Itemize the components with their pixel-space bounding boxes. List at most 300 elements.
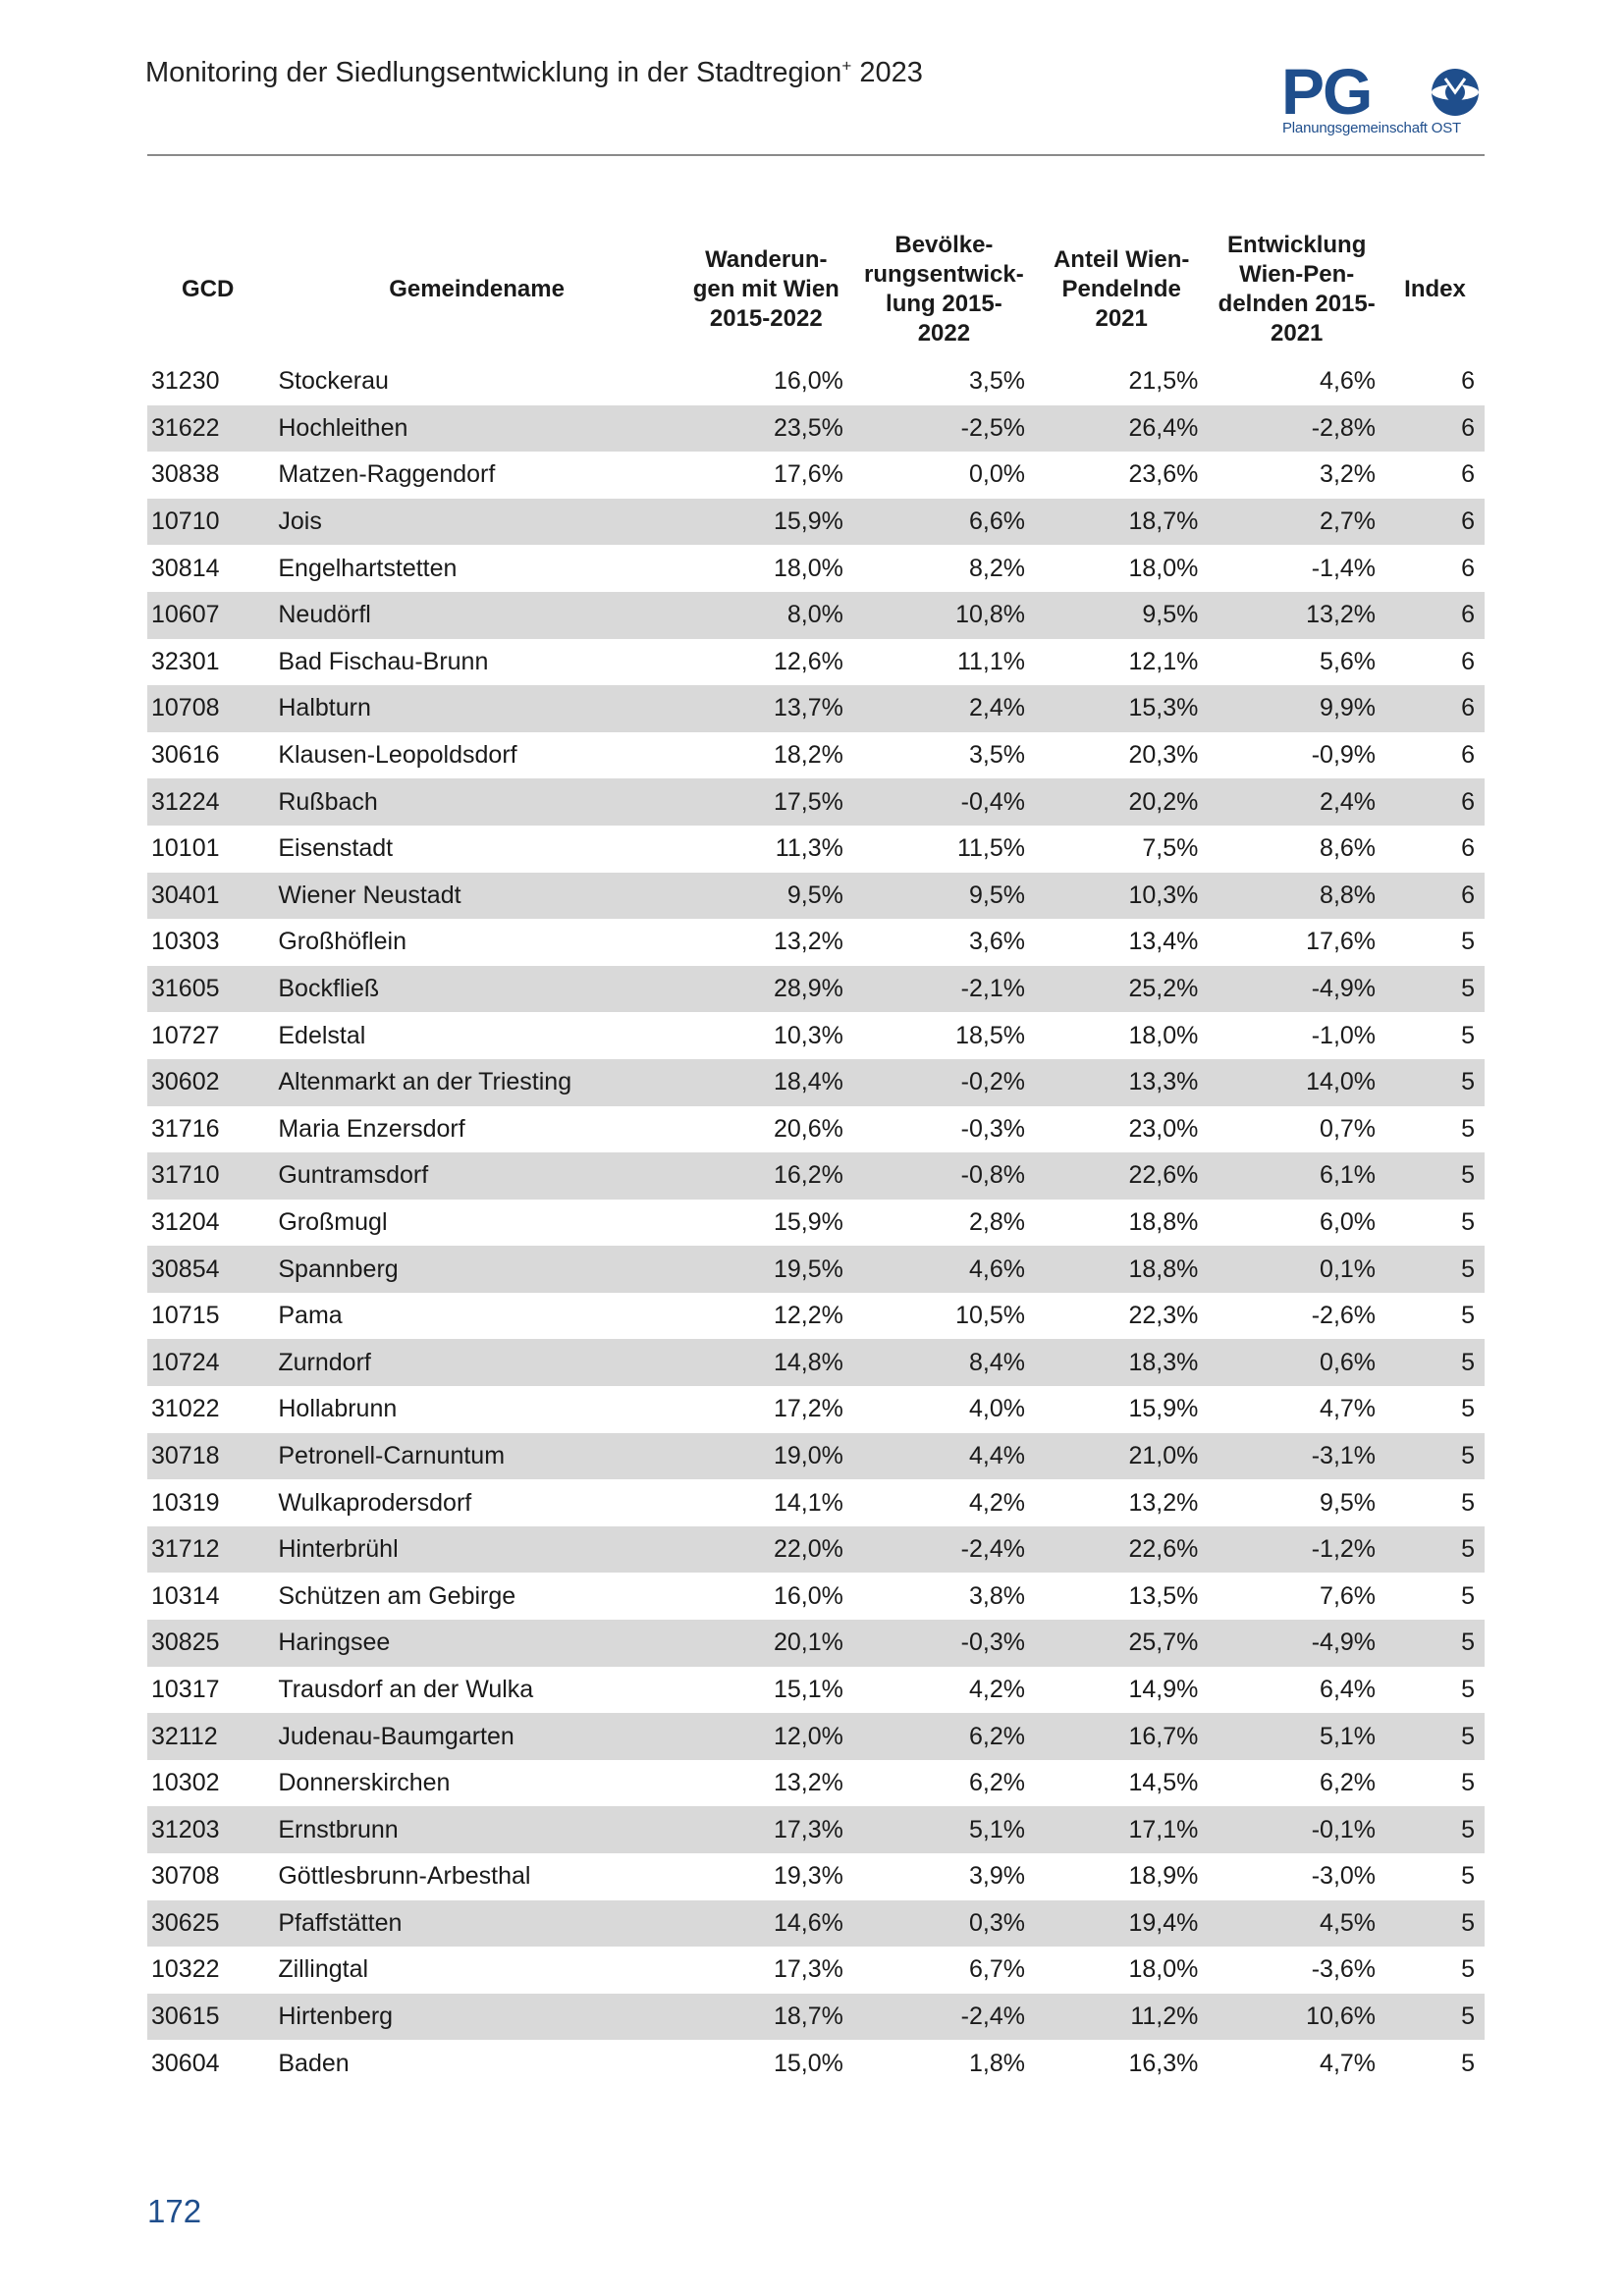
gcd-cell: 31022 [151,1395,220,1423]
table-row [147,1760,1485,1807]
name-cell: Wiener Neustadt [268,873,678,920]
gcd-cell: 10302 [151,1769,220,1797]
wanderungen-cell: 15,9% [679,499,853,546]
wanderungen-cell: 13,7% [679,685,853,732]
index-cell: 5 [1385,1526,1485,1574]
anteil-cell: 23,6% [1128,460,1199,489]
page-header-title [145,57,923,89]
anteil-cell: 26,4% [1035,405,1208,453]
gcd-cell: 32112 [147,1713,268,1760]
table-row [147,1667,1485,1714]
table-row [147,358,1485,405]
anteil-cell: 22,3% [1128,1302,1199,1330]
index-cell: 5 [1461,1302,1475,1330]
table-row [147,1853,1485,1900]
wanderungen-cell: 12,0% [679,1713,853,1760]
entwicklung-cell: 13,2% [1208,592,1385,639]
table-row [147,499,1485,546]
wanderungen-cell: 20,1% [679,1620,853,1667]
table-row [147,732,1485,779]
table-row [147,1713,1485,1760]
gcd-cell: 30838 [151,460,220,489]
bevoelkerung-cell: -2,4% [853,1994,1035,2041]
bevoelkerung-cell: 18,5% [955,1021,1025,1049]
index-cell: 6 [1461,554,1475,582]
table-row [147,778,1485,826]
bevoelkerung-cell: 3,6% [968,928,1025,956]
logo-caption: Planungsgemeinschaft OST [1282,120,1461,136]
table-row [147,1994,1485,2041]
name-cell: Hinterbrühl [268,1526,678,1574]
table-row [147,1947,1485,1994]
gcd-cell: 10317 [151,1675,220,1703]
index-cell: 5 [1461,1581,1475,1610]
index-cell: 5 [1385,1900,1485,1948]
wanderungen-cell: 14,1% [773,1488,843,1517]
name-cell: Neudörfl [268,592,678,639]
header-title-sup: + [841,56,852,76]
name-cell: Stockerau [278,367,389,396]
wanderungen-cell: 28,9% [679,966,853,1013]
table-row [147,1106,1485,1153]
table-row [147,966,1485,1013]
anteil-cell: 21,0% [1035,1433,1208,1480]
name-cell: Petronell-Carnuntum [268,1433,678,1480]
anteil-cell: 18,0% [1128,1955,1199,1984]
index-cell: 6 [1385,405,1485,453]
index-cell: 6 [1461,460,1475,489]
wanderungen-cell: 23,5% [679,405,853,453]
bevoelkerung-cell: 11,1% [956,647,1025,675]
anteil-cell: 25,2% [1035,966,1208,1013]
municipality-table [147,221,1485,2087]
entwicklung-cell: 17,6% [1306,928,1377,956]
bevoelkerung-cell: 4,6% [853,1246,1035,1293]
name-cell: Spannberg [268,1246,678,1293]
anteil-cell: 20,2% [1035,778,1208,826]
gcd-cell: 30401 [147,873,268,920]
gcd-cell: 10708 [147,685,268,732]
index-cell: 5 [1385,1246,1485,1293]
name-cell: Hollabrunn [278,1395,398,1423]
index-cell: 6 [1385,499,1485,546]
bevoelkerung-cell: 0,3% [853,1900,1035,1948]
name-cell: Maria Enzersdorf [278,1114,465,1143]
entwicklung-cell: 4,7% [1320,1395,1377,1423]
entwicklung-cell: 9,9% [1208,685,1385,732]
name-cell: Eisenstadt [278,834,394,863]
col-header-anteil: Anteil Wien- Pendelnde 2021 [1053,246,1190,332]
table-row [147,1246,1485,1293]
gcd-cell: 31710 [147,1152,268,1200]
anteil-cell: 12,1% [1128,647,1199,675]
bevoelkerung-cell: 6,2% [968,1769,1025,1797]
index-cell: 5 [1385,1339,1485,1386]
table-row [147,1479,1485,1526]
entwicklung-cell: -1,0% [1311,1021,1377,1049]
name-cell: Rußbach [268,778,678,826]
table-row [147,452,1485,499]
wanderungen-cell: 13,2% [773,928,843,956]
bevoelkerung-cell: 0,0% [968,460,1025,489]
gcd-cell: 32301 [151,647,220,675]
wanderungen-cell: 14,6% [679,1900,853,1948]
entwicklung-cell: 6,2% [1320,1769,1377,1797]
gcd-cell: 31712 [147,1526,268,1574]
globe-icon [1432,69,1479,116]
entwicklung-cell: 0,6% [1208,1339,1385,1386]
col-header-name: Gemeindename [389,276,565,302]
bevoelkerung-cell: 8,4% [853,1339,1035,1386]
anteil-cell: 15,3% [1035,685,1208,732]
table-row [147,1386,1485,1433]
table-row [147,1433,1485,1480]
index-cell: 5 [1461,1488,1475,1517]
gcd-cell: 10314 [151,1581,220,1610]
anteil-cell: 13,2% [1128,1488,1199,1517]
anteil-cell: 7,5% [1142,834,1199,863]
gcd-cell: 30616 [151,741,220,770]
bevoelkerung-cell: -0,3% [853,1620,1035,1667]
index-cell: 6 [1461,834,1475,863]
anteil-cell: 20,3% [1128,741,1199,770]
gcd-cell: 10727 [151,1021,220,1049]
bevoelkerung-cell: 10,5% [955,1302,1025,1330]
wanderungen-cell: 8,0% [679,592,853,639]
gcd-cell: 10724 [147,1339,268,1386]
anteil-cell: 19,4% [1035,1900,1208,1948]
gcd-cell: 31605 [147,966,268,1013]
index-cell: 6 [1385,685,1485,732]
entwicklung-cell: -2,6% [1311,1302,1377,1330]
wanderungen-cell: 19,0% [679,1433,853,1480]
gcd-cell: 31204 [151,1207,220,1236]
index-cell: 6 [1385,778,1485,826]
gcd-cell: 31203 [147,1806,268,1853]
anteil-cell: 22,6% [1035,1152,1208,1200]
wanderungen-cell: 15,0% [773,2049,843,2077]
entwicklung-cell: -0,9% [1311,741,1377,770]
wanderungen-cell: 9,5% [679,873,853,920]
anteil-cell: 14,5% [1128,1769,1199,1797]
name-cell: Judenau-Baumgarten [268,1713,678,1760]
table-row [147,1152,1485,1200]
bevoelkerung-cell: 3,5% [968,741,1025,770]
table-row [147,1526,1485,1574]
entwicklung-cell: 5,6% [1320,647,1377,675]
gcd-cell: 10715 [151,1302,220,1330]
wanderungen-cell: 15,1% [773,1675,843,1703]
entwicklung-cell: 2,7% [1208,499,1385,546]
anteil-cell: 13,3% [1035,1059,1208,1106]
table-body [147,358,1485,2087]
table-row [147,545,1485,592]
table-row [147,826,1485,873]
bevoelkerung-cell: -0,3% [960,1114,1025,1143]
entwicklung-cell: 6,0% [1320,1207,1377,1236]
bevoelkerung-cell: -2,1% [853,966,1035,1013]
index-cell: 5 [1385,1806,1485,1853]
table-row [147,592,1485,639]
table-row [147,1573,1485,1620]
entwicklung-cell: -2,8% [1208,405,1385,453]
anteil-cell: 10,3% [1035,873,1208,920]
anteil-cell: 21,5% [1128,367,1199,396]
wanderungen-cell: 19,5% [679,1246,853,1293]
wanderungen-cell: 16,0% [773,1581,843,1610]
wanderungen-cell: 10,3% [773,1021,843,1049]
anteil-cell: 15,9% [1128,1395,1199,1423]
table-row [147,639,1485,686]
anteil-cell: 18,0% [1128,554,1199,582]
entwicklung-cell: -1,4% [1311,554,1377,582]
table-header-row [147,221,1485,358]
wanderungen-cell: 17,3% [679,1806,853,1853]
anteil-cell: 11,2% [1035,1994,1208,2041]
wanderungen-cell: 17,5% [679,778,853,826]
entwicklung-cell: -3,0% [1311,1862,1377,1891]
index-cell: 5 [1461,1114,1475,1143]
gcd-cell: 30854 [147,1246,268,1293]
name-cell: Klausen-Leopoldsdorf [278,741,517,770]
index-cell: 5 [1385,1713,1485,1760]
index-cell: 5 [1461,1769,1475,1797]
wanderungen-cell: 14,8% [679,1339,853,1386]
name-cell: Donnerskirchen [278,1769,451,1797]
entwicklung-cell: 6,4% [1320,1675,1377,1703]
anteil-cell: 14,9% [1128,1675,1199,1703]
bevoelkerung-cell: 6,6% [853,499,1035,546]
entwicklung-cell: 2,4% [1208,778,1385,826]
entwicklung-cell: 10,6% [1208,1994,1385,2041]
anteil-cell: 16,7% [1035,1713,1208,1760]
entwicklung-cell: -4,9% [1208,966,1385,1013]
header-divider [147,154,1485,156]
wanderungen-cell: 17,6% [773,460,843,489]
index-cell: 5 [1461,928,1475,956]
bevoelkerung-cell: 8,2% [968,554,1025,582]
anteil-cell: 9,5% [1035,592,1208,639]
wanderungen-cell: 16,2% [679,1152,853,1200]
name-cell: Engelhartstetten [278,554,458,582]
index-cell: 5 [1461,1862,1475,1891]
index-cell: 5 [1385,1994,1485,2041]
gcd-cell: 30604 [151,2049,220,2077]
wanderungen-cell: 12,6% [773,647,843,675]
wanderungen-cell: 11,3% [775,834,843,863]
anteil-cell: 18,8% [1035,1246,1208,1293]
entwicklung-cell: 0,1% [1208,1246,1385,1293]
bevoelkerung-cell: 4,0% [968,1395,1025,1423]
index-cell: 5 [1461,1395,1475,1423]
bevoelkerung-cell: 5,1% [853,1806,1035,1853]
anteil-cell: 13,4% [1128,928,1199,956]
anteil-cell: 18,9% [1128,1862,1199,1891]
index-cell: 5 [1461,1675,1475,1703]
bevoelkerung-cell: 6,7% [968,1955,1025,1984]
name-cell: Göttlesbrunn-Arbesthal [278,1862,531,1891]
index-cell: 6 [1385,873,1485,920]
anteil-cell: 18,8% [1128,1207,1199,1236]
bevoelkerung-cell: -0,2% [853,1059,1035,1106]
table-row [147,1900,1485,1948]
header-title-text: Monitoring der Siedlungsentwicklung in der Stadtregion [145,57,842,88]
gcd-cell: 30825 [147,1620,268,1667]
bevoelkerung-cell: 10,8% [853,592,1035,639]
name-cell: Altenmarkt an der Triesting [268,1059,678,1106]
entwicklung-cell: 7,6% [1320,1581,1377,1610]
col-header-index: Index [1404,276,1466,302]
table-row [147,1806,1485,1853]
bevoelkerung-cell: 2,4% [853,685,1035,732]
name-cell: Pama [278,1302,343,1330]
entwicklung-cell: 8,6% [1320,834,1377,863]
entwicklung-cell: 8,8% [1208,873,1385,920]
bevoelkerung-cell: 4,2% [968,1488,1025,1517]
gcd-cell: 10101 [151,834,220,863]
entwicklung-cell: -1,2% [1208,1526,1385,1574]
name-cell: Trausdorf an der Wulka [278,1675,534,1703]
entwicklung-cell: -4,9% [1208,1620,1385,1667]
anteil-cell: 16,3% [1128,2049,1199,2077]
index-cell: 5 [1461,1021,1475,1049]
wanderungen-cell: 16,0% [773,367,843,396]
name-cell: Hochleithen [268,405,678,453]
bevoelkerung-cell: 9,5% [853,873,1035,920]
name-cell: Guntramsdorf [268,1152,678,1200]
wanderungen-cell: 12,2% [773,1302,843,1330]
bevoelkerung-cell: 3,9% [968,1862,1025,1891]
index-cell: 5 [1461,1207,1475,1236]
logo-letters: PG [1281,59,1372,128]
gcd-cell: 31716 [151,1114,220,1143]
table-row [147,1339,1485,1386]
table-row [147,1620,1485,1667]
entwicklung-cell: 6,1% [1208,1152,1385,1200]
bevoelkerung-cell: -2,4% [853,1526,1035,1574]
bevoelkerung-cell: 4,4% [853,1433,1035,1480]
name-cell: Matzen-Raggendorf [278,460,496,489]
table-row [147,1293,1485,1340]
anteil-cell: 17,1% [1035,1806,1208,1853]
entwicklung-cell: 4,5% [1208,1900,1385,1948]
name-cell: Hirtenberg [268,1994,678,2041]
gcd-cell: 31230 [151,367,220,396]
anteil-cell: 18,3% [1035,1339,1208,1386]
gcd-cell: 30718 [147,1433,268,1480]
name-cell: Jois [268,499,678,546]
name-cell: Schützen am Gebirge [278,1581,516,1610]
name-cell: Zurndorf [268,1339,678,1386]
wanderungen-cell: 22,0% [679,1526,853,1574]
wanderungen-cell: 17,2% [773,1395,843,1423]
col-header-gcd: GCD [182,276,235,302]
gcd-cell: 10322 [151,1955,220,1984]
name-cell: Bad Fischau-Brunn [278,647,489,675]
index-cell: 5 [1385,1059,1485,1106]
entwicklung-cell: 4,7% [1320,2049,1377,2077]
entwicklung-cell: 3,2% [1320,460,1377,489]
name-cell: Baden [278,2049,350,2077]
header-year: 2023 [859,57,923,88]
entwicklung-cell: -0,1% [1208,1806,1385,1853]
gcd-cell: 30602 [147,1059,268,1106]
bevoelkerung-cell: 2,8% [968,1207,1025,1236]
index-cell: 5 [1461,2049,1475,2077]
gcd-cell: 30625 [147,1900,268,1948]
col-header-entwicklung: Entwicklung Wien-Pen- delnden 2015- 2021 [1218,232,1376,347]
gcd-cell: 30615 [147,1994,268,2041]
entwicklung-cell: -3,1% [1208,1433,1385,1480]
entwicklung-cell: 9,5% [1320,1488,1377,1517]
page-number: 172 [147,2193,202,2229]
gcd-cell: 10303 [151,928,220,956]
index-cell: 5 [1385,1152,1485,1200]
gcd-cell: 30708 [151,1862,220,1891]
wanderungen-cell: 15,9% [773,1207,843,1236]
entwicklung-cell: 4,6% [1320,367,1377,396]
gcd-cell: 30814 [151,554,220,582]
entwicklung-cell: 0,7% [1320,1114,1377,1143]
bevoelkerung-cell: -0,8% [853,1152,1035,1200]
bevoelkerung-cell: 3,5% [968,367,1025,396]
anteil-cell: 18,0% [1128,1021,1199,1049]
name-cell: Pfaffstätten [268,1900,678,1948]
wanderungen-cell: 13,2% [773,1769,843,1797]
gcd-cell: 31622 [147,405,268,453]
name-cell: Wulkaprodersdorf [278,1488,472,1517]
table-row [147,873,1485,920]
entwicklung-cell: 5,1% [1208,1713,1385,1760]
wanderungen-cell: 18,2% [773,741,843,770]
table-row [147,405,1485,453]
anteil-cell: 23,0% [1128,1114,1199,1143]
table-row [147,1059,1485,1106]
col-header-bevoelkerung: Bevölke- rungsentwick- lung 2015- 2022 [864,232,1024,347]
entwicklung-cell: -3,6% [1311,1955,1377,1984]
index-cell: 6 [1461,367,1475,396]
index-cell: 5 [1461,1955,1475,1984]
bevoelkerung-cell: 4,2% [968,1675,1025,1703]
wanderungen-cell: 20,6% [773,1114,843,1143]
name-cell: Zillingtal [278,1955,369,1984]
wanderungen-cell: 18,0% [773,554,843,582]
table-row [147,1012,1485,1059]
table-row [147,685,1485,732]
gcd-cell: 10319 [151,1488,220,1517]
index-cell: 6 [1461,647,1475,675]
wanderungen-cell: 17,3% [773,1955,843,1984]
anteil-cell: 13,5% [1128,1581,1199,1610]
anteil-cell: 18,7% [1035,499,1208,546]
anteil-cell: 22,6% [1035,1526,1208,1574]
name-cell: Halbturn [268,685,678,732]
wanderungen-cell: 18,7% [679,1994,853,2041]
name-cell: Großhöflein [278,928,406,956]
table-row [147,2040,1485,2087]
index-cell: 5 [1385,1433,1485,1480]
bevoelkerung-cell: 11,5% [956,834,1025,863]
index-cell: 6 [1385,592,1485,639]
index-cell: 6 [1461,741,1475,770]
index-cell: 5 [1385,1620,1485,1667]
index-cell: 5 [1385,966,1485,1013]
wanderungen-cell: 18,4% [679,1059,853,1106]
name-cell: Ernstbrunn [268,1806,678,1853]
col-header-wanderungen: Wanderun- gen mit Wien 2015-2022 [692,246,839,332]
table-row [147,1200,1485,1247]
bevoelkerung-cell: -2,5% [853,405,1035,453]
